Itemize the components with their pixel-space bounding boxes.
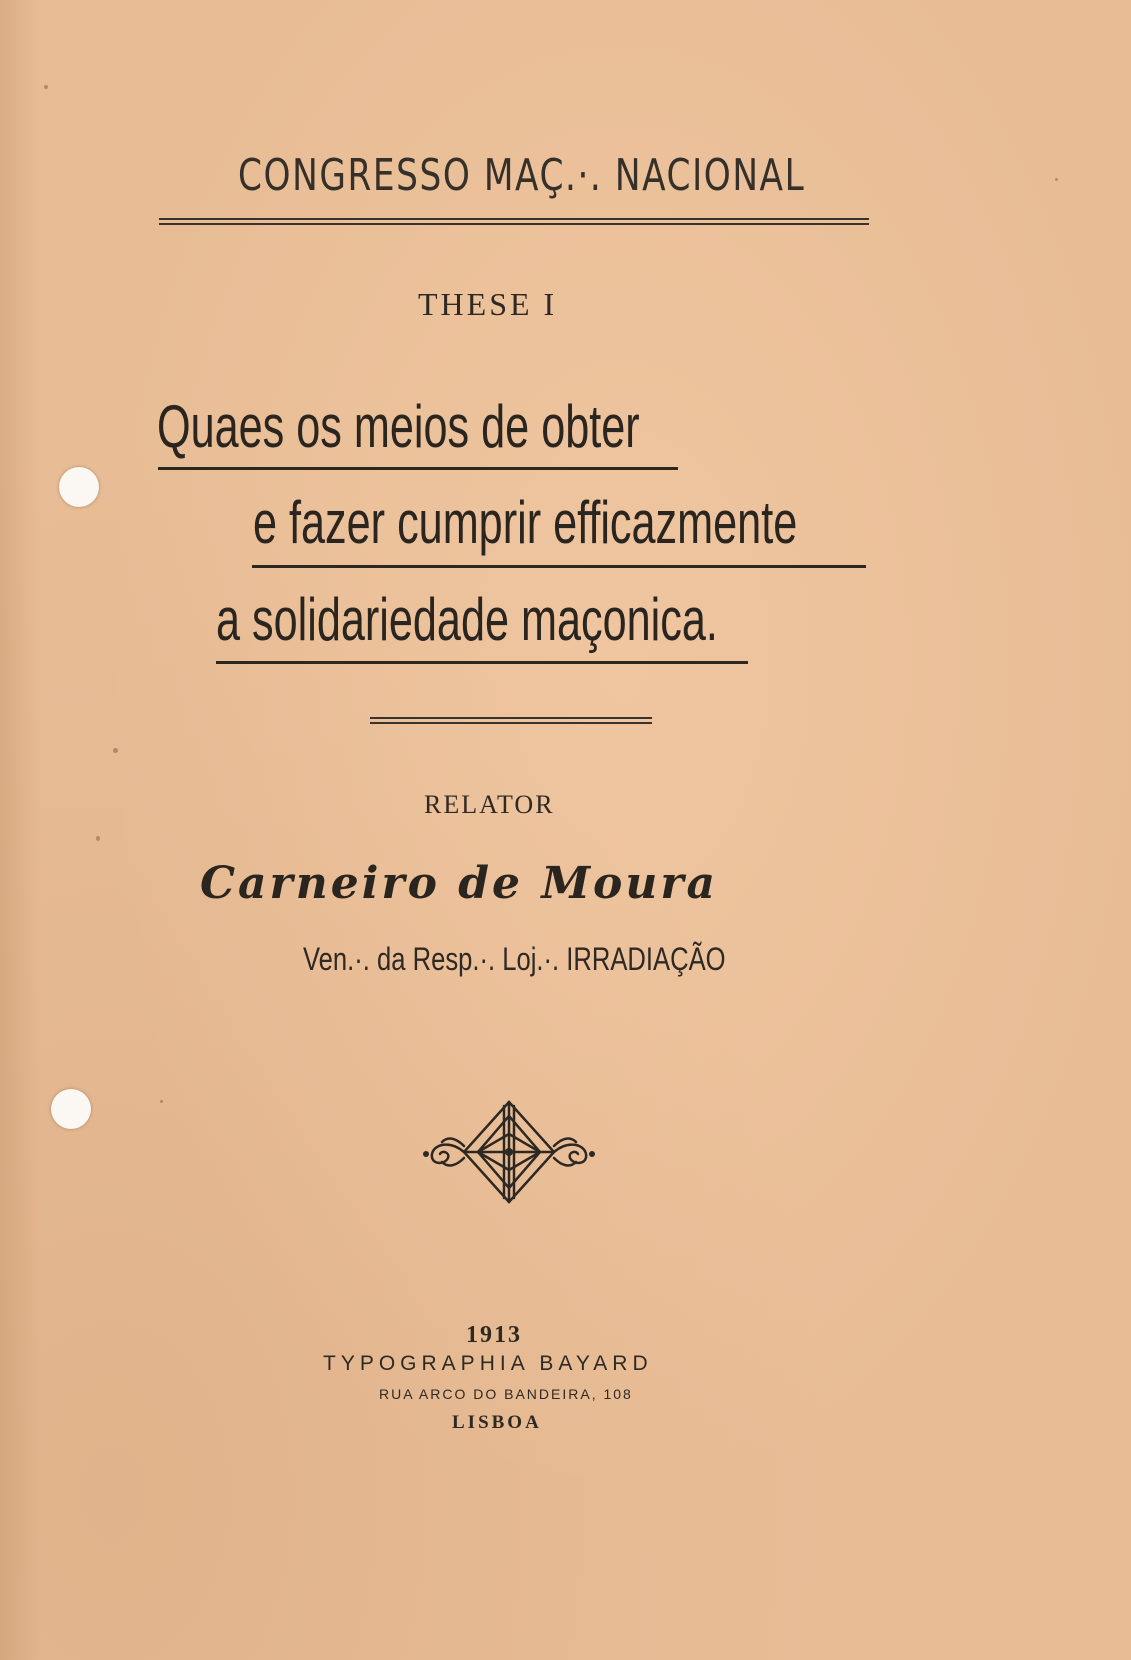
double-rule-divider <box>370 717 652 724</box>
question-underline-2 <box>252 565 866 568</box>
printer-address: RUA ARCO DO BANDEIRA, 108 <box>379 1386 633 1402</box>
paper-speck <box>1055 178 1058 181</box>
page-edge-shade <box>0 0 40 1660</box>
author-title: Ven.·. da Resp.·. Loj.·. IRRADIAÇÃO <box>303 941 726 977</box>
masonic-ornament-icon <box>420 1098 598 1206</box>
question-line-1: Quaes os meios de obter <box>157 393 640 460</box>
publication-year: 1913 <box>466 1322 522 1348</box>
author-name: Carneiro de Moura <box>200 858 719 909</box>
double-rule-divider <box>159 218 869 225</box>
paper-speck <box>44 85 48 89</box>
publication-city: LISBOA <box>452 1412 542 1433</box>
question-line-3: a solidariedade maçonica. <box>216 586 718 653</box>
congress-heading: CONGRESSO MAÇ.·. NACIONAL <box>238 150 806 201</box>
printer-name: TYPOGRAPHIA BAYARD <box>323 1352 653 1375</box>
question-underline-3 <box>216 661 748 664</box>
paper-speck <box>96 836 100 841</box>
punch-hole <box>59 467 99 507</box>
question-underline-1 <box>158 467 678 470</box>
question-line-2: e fazer cumprir efficazmente <box>253 489 798 556</box>
thesis-label: THESE I <box>418 286 558 322</box>
relator-label: RELATOR <box>424 790 555 819</box>
paper-speck <box>113 748 118 753</box>
punch-hole <box>51 1089 91 1129</box>
paper-speck <box>160 1100 163 1103</box>
